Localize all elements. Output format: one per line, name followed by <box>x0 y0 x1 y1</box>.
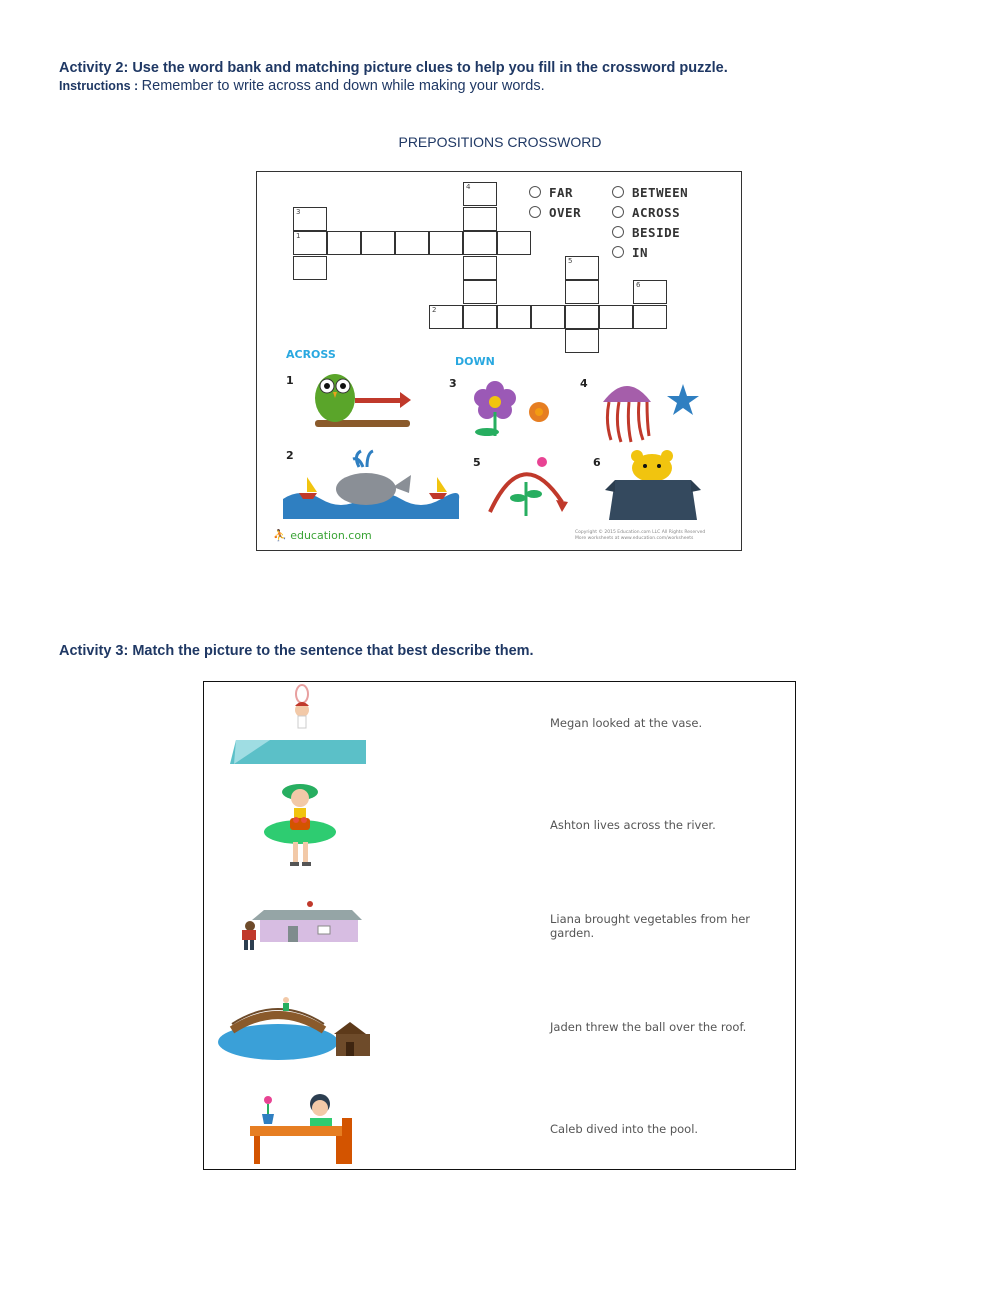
word-bank-item: ACROSS <box>612 205 680 220</box>
crossword-cell[interactable] <box>633 305 667 329</box>
crossword-cell[interactable] <box>293 207 327 231</box>
crossword-cell[interactable] <box>497 305 531 329</box>
bridge-across-river-picture <box>216 994 384 1060</box>
matching-sentence: Jaden threw the ball over the roof. <box>550 1020 747 1034</box>
crossword-cell[interactable] <box>463 182 497 206</box>
matching-sentence: Megan looked at the vase. <box>550 716 703 730</box>
clue-number: 1 <box>286 374 294 387</box>
crossword-cell[interactable] <box>463 305 497 329</box>
clue-number: 2 <box>286 449 294 462</box>
crossword-cell[interactable] <box>463 280 497 304</box>
instructions-prefix: Instructions : <box>59 79 142 93</box>
checkbox-circle-icon <box>612 226 624 238</box>
crossword-worksheet <box>256 171 742 551</box>
crossword-cell[interactable] <box>463 207 497 231</box>
girl-with-vegetable-basket-picture <box>260 780 340 872</box>
instructions-text: Remember to write across and down while making your words. <box>141 78 545 94</box>
down-label: DOWN <box>455 355 495 368</box>
boy-throwing-ball-over-house-picture <box>234 898 366 954</box>
checkbox-circle-icon <box>612 246 624 258</box>
matching-sentence: Caleb dived into the pool. <box>550 1122 699 1136</box>
crossword-title: PREPOSITIONS CROSSWORD <box>398 134 602 150</box>
activity2-instructions <box>59 78 545 94</box>
copyright-notice: Copyright © 2015 Education.com LLC All Rights Reserved More worksheets at www.education.com/worksheets <box>575 530 706 541</box>
crossword-cell[interactable] <box>565 305 599 329</box>
word-bank-item: OVER <box>529 205 581 220</box>
crossword-cell[interactable] <box>293 231 327 255</box>
word-bank-item: BESIDE <box>612 225 680 240</box>
crossword-cell[interactable] <box>361 231 395 255</box>
matching-sentence: Liana brought vegetables from her garden. <box>550 912 751 940</box>
checkbox-circle-icon <box>612 206 624 218</box>
crossword-cell[interactable] <box>463 256 497 280</box>
logo-figure-icon: ⛹ <box>273 529 287 542</box>
crossword-cell[interactable] <box>395 231 429 255</box>
activity2-heading: Activity 2: Use the word bank and matching picture clues to help you fill in the crossword puzzle. <box>59 60 728 76</box>
crossword-cell[interactable] <box>633 280 667 304</box>
across-label: ACROSS <box>286 348 336 361</box>
clue-number: 5 <box>473 456 481 469</box>
word-bank-item: BETWEEN <box>612 185 688 200</box>
bear-in-box-clue-image <box>605 450 705 522</box>
crossword-cell[interactable] <box>429 305 463 329</box>
education-com-logo: ⛹ education.com <box>273 529 372 542</box>
crossword-cell[interactable] <box>463 231 497 255</box>
crossword-cell[interactable] <box>531 305 565 329</box>
crossword-cell[interactable] <box>565 280 599 304</box>
crossword-cell[interactable] <box>293 256 327 280</box>
word-bank-item: FAR <box>529 185 573 200</box>
crossword-cell[interactable] <box>429 231 463 255</box>
diver-above-pool-picture <box>230 684 366 768</box>
crossword-cell[interactable] <box>565 256 599 280</box>
word-bank-item: IN <box>612 245 648 260</box>
checkbox-circle-icon <box>529 186 541 198</box>
crossword-cell-number: 4 <box>466 183 471 191</box>
flower-beside-animal-clue-image <box>465 372 565 440</box>
crossword-cell-number: 3 <box>296 207 301 216</box>
clue-number: 4 <box>580 377 588 390</box>
crossword-cell[interactable] <box>565 329 599 353</box>
girl-at-desk-with-vase-picture <box>248 1092 360 1168</box>
whale-between-boats-clue-image <box>281 447 461 519</box>
checkbox-circle-icon <box>612 186 624 198</box>
checkbox-circle-icon <box>529 206 541 218</box>
activity3-heading: Activity 3: Match the picture to the sentence that best describe them. <box>59 643 534 659</box>
crossword-cell-number: 6 <box>636 281 641 289</box>
clue-number: 3 <box>449 377 457 390</box>
crossword-cell-number: 5 <box>568 256 573 265</box>
crossword-cell-number: 2 <box>432 305 437 314</box>
crossword-cell[interactable] <box>599 305 633 329</box>
jellyfish-far-from-starfish-clue-image <box>597 372 707 444</box>
matching-table <box>203 681 796 1170</box>
crossword-cell[interactable] <box>327 231 361 255</box>
crossword-cell[interactable] <box>497 231 531 255</box>
clue-number: 6 <box>593 456 601 469</box>
matching-sentence: Ashton lives across the river. <box>550 818 716 832</box>
arrow-over-plant-clue-image <box>482 452 582 522</box>
owl-on-branch-clue-image <box>305 368 415 434</box>
crossword-cell-number: 1 <box>296 232 301 240</box>
